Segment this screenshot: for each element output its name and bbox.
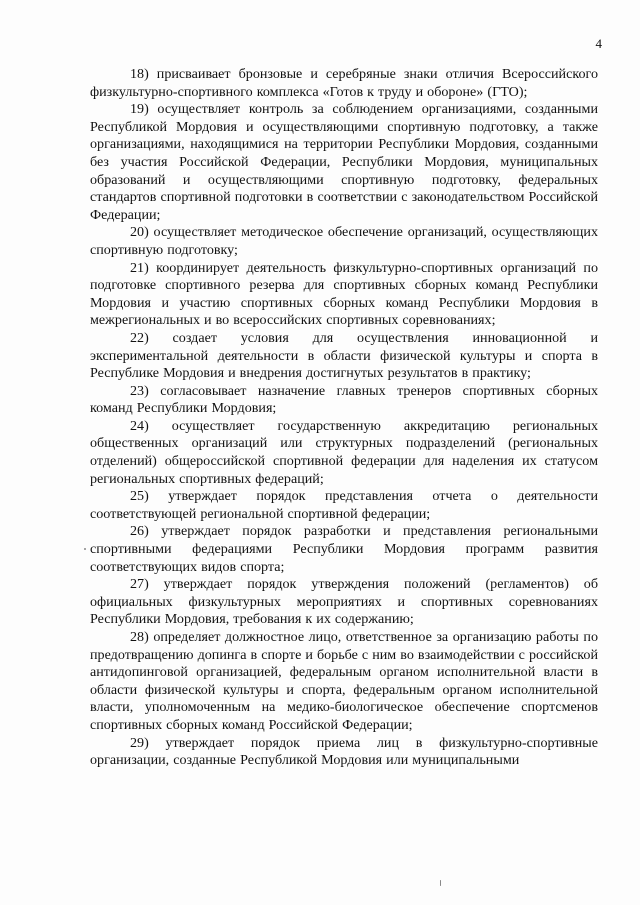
list-item-21: 21) координирует деятельность физкультурно-спортивных организаций по подготовке спортивного резерва для спортивных сборных команд Республики Мордовия и участию спортивных сборных команд Республики Мордовия в межрегиональных и во всероссийских спортивных соревнованиях; — [90, 259, 598, 329]
list-item-25: 25) утверждает порядок представления отчета о деятельности соответствующей региональной спортивной федерации; — [90, 488, 598, 522]
scan-speck — [440, 880, 441, 886]
list-item-24: 24) осуществляет государственную аккредитацию региональных общественных организаций или структурных подразделений (региональных отделений) общероссийской спортивной федерации для наделения их статусом региональных спортивных федераций; — [90, 417, 598, 487]
page-number: 4 — [595, 36, 602, 51]
list-item-29: 29) утверждает порядок приема лиц в физкультурно-спортивные организации, созданные Республикой Мордовия или муниципальными — [90, 734, 598, 769]
scan-speck — [84, 548, 86, 550]
list-item-26: 26) утверждает порядок разработки и представления региональными спортивными федерациями Республики Мордовия программ развития соответствующих видов спорта; — [90, 523, 598, 575]
list-item-20: 20) осуществляет методическое обеспечение организаций, осуществляющих спортивную подготовку; — [90, 224, 598, 258]
list-item-23: 23) согласовывает назначение главных тренеров спортивных сборных команд Республики Мордовия; — [90, 382, 598, 417]
list-item-28: 28) определяет должностное лицо, ответственное за организацию работы по предотвращению допинга в спорте и борьбе с ним во взаимодействии с российской антидопинговой организацией, федеральным органом исполнительной власти в области физической культуры и спорта, федеральным органом исполнительной власти, уполномоченным на медико-биологическое обеспечение спортсменов спортивных сборных команд Российской Федерации; — [90, 629, 598, 733]
document-body — [90, 66, 598, 770]
list-item-18: 18) присваивает бронзовые и серебряные знаки отличия Всероссийского физкультурно-спортивного комплекса «Готов к труду и обороне» (ГТО); — [90, 66, 598, 100]
list-item-22: 22) создает условия для осуществления инновационной и экспериментальной деятельности в области физической культуры и спорта в Республике Мордовия и внедрения достигнутых результатов в практику; — [90, 329, 598, 382]
list-item-19: 19) осуществляет контроль за соблюдением организациями, созданными Республикой Мордовия и осуществляющими спортивную подготовку, а также организациями, находящимися на территории Республики Мордовия, созданными без участия Российской Федерации, Республики Мордовия, муниципальных образований и осуществляющими спортивную подготовку, федеральных стандартов спортивной подготовки в соответствии с законодательством Российской Федерации; — [90, 101, 598, 223]
list-item-27: 27) утверждает порядок утверждения положений (регламентов) об официальных физкультурных мероприятиях и спортивных соревнованиях Республики Мордовия, требования к их содержанию; — [90, 576, 598, 628]
